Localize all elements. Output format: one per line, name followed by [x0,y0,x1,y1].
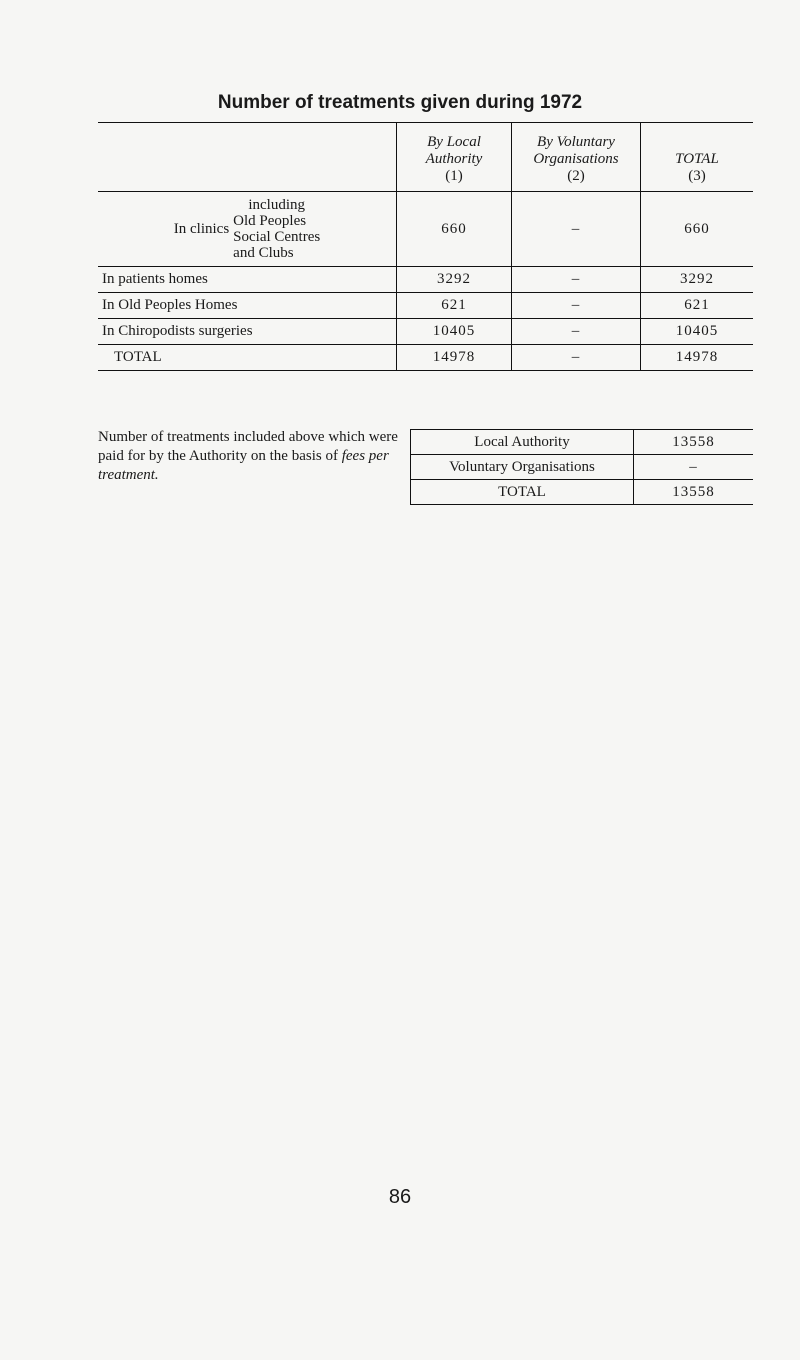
fees-row-label: Voluntary Organisations [411,455,634,480]
cell-value: 10405 [641,319,754,345]
fees-row-value: 13558 [634,480,754,505]
fees-row-value: 13558 [634,430,754,455]
clinics-sub-line: and Clubs [233,245,294,261]
clinics-label: In clinics [173,220,230,237]
table-row [411,455,754,480]
page-number: 86 [388,1186,412,1208]
clinics-sub-line: including [248,197,306,213]
table-row [98,319,753,345]
cell-value: 14978 [641,345,754,371]
row-label-total: TOTAL [98,345,397,371]
header-line: TOTAL [675,150,719,167]
cell-value: 3292 [641,267,754,293]
row-label-clinics [98,192,397,267]
fees-row-label: TOTAL [411,480,634,505]
cell-value: 14978 [397,345,512,371]
cell-value: 660 [397,192,512,267]
cell-value: 621 [641,293,754,319]
table-row [98,293,753,319]
clinics-sub-line: Social Centres [233,229,321,245]
cell-value: 3292 [397,267,512,293]
table-row [411,480,754,505]
header-category [98,123,397,192]
fees-row-value: – [634,455,754,480]
table-row [98,192,753,267]
fees-row-label: Local Authority [411,430,634,455]
fees-note-italic: fees per treatment. [98,448,389,483]
cell-value: – [512,345,641,371]
header-total [641,123,754,192]
header-line: Organisations [533,150,619,167]
cell-value: – [512,319,641,345]
cell-value: 621 [397,293,512,319]
row-label: In Old Peoples Homes [98,293,397,319]
header-line: By Voluntary [537,133,615,150]
header-local-authority [397,123,512,192]
header-voluntary-organisations [512,123,641,192]
clinics-sub-line: Old Peoples [233,213,307,229]
cell-value: – [512,293,641,319]
cell-value: 660 [641,192,754,267]
header-index: (1) [445,167,463,184]
header-index: (3) [688,167,706,184]
clinics-sublabel [233,197,320,261]
header-line: Authority [425,150,483,167]
page-title: Number of treatments given during 1972 [217,92,583,113]
cell-value: 10405 [397,319,512,345]
row-label: In patients homes [98,267,397,293]
fees-note [98,428,398,485]
header-line: By Local [427,133,481,150]
table-total-row [98,345,753,371]
table-row [98,267,753,293]
cell-value: – [512,267,641,293]
fees-note-text: Number of treatments included above which were paid for by the Authority on the basis of [98,429,398,464]
table-row [411,430,754,455]
header-index: (2) [567,167,585,184]
treatments-table [98,122,753,371]
fees-table [410,429,753,505]
cell-value: – [512,192,641,267]
row-label: In Chiropodists surgeries [98,319,397,345]
table-header-row [98,123,753,192]
